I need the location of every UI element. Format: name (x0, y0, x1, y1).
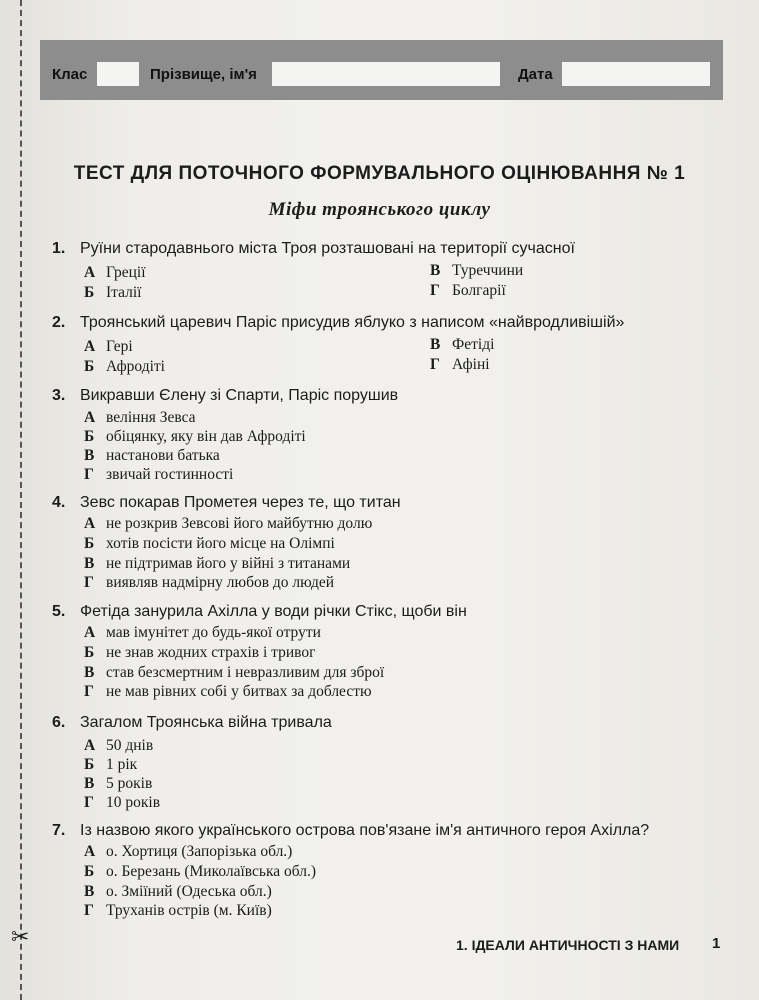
question-number: 1. (52, 240, 66, 257)
date-field[interactable] (562, 62, 710, 86)
option-v[interactable]: В Фетіді (430, 336, 495, 353)
option-v[interactable]: В о. Зміїний (Одеська обл.) (84, 883, 272, 900)
option-b[interactable]: Б Афродіті (84, 358, 165, 375)
option-v[interactable]: В не підтримав його у війні з титанами (84, 555, 351, 572)
question-number: 3. (52, 387, 66, 404)
name-label: Прізвище, ім'я (150, 66, 257, 83)
question-number: 6. (52, 714, 66, 731)
option-v[interactable]: В 5 років (84, 775, 153, 792)
option-b[interactable]: Б о. Березань (Миколаївська обл.) (84, 863, 317, 880)
scissors-icon: ✂ (11, 925, 30, 950)
question-text: Викравши Єлену зі Спарти, Паріс порушив (80, 387, 399, 404)
option-a[interactable]: А Греції (84, 264, 146, 281)
question-number: 2. (52, 314, 66, 331)
page-number: 1 (712, 935, 721, 952)
option-a[interactable]: А о. Хортиця (Запорізька обл.) (84, 843, 293, 860)
date-label: Дата (518, 66, 553, 83)
question-number: 4. (52, 494, 66, 511)
class-field[interactable] (97, 62, 139, 86)
option-b[interactable]: Б Італії (84, 284, 142, 301)
class-label: Клас (52, 66, 88, 83)
option-g[interactable]: Г Труханів острів (м. Київ) (84, 902, 272, 919)
test-subtitle: Міфи троянського циклу (268, 199, 491, 220)
option-b[interactable]: Б обіцянку, яку він дав Афродіті (84, 428, 306, 445)
test-title: ТЕСТ ДЛЯ ПОТОЧНОГО ФОРМУВАЛЬНОГО ОЦІНЮВАННЯ № 1 (73, 163, 686, 184)
option-a[interactable]: А веління Зевса (84, 409, 196, 426)
question-text: Троянський царевич Паріс присудив яблуко з написом «найвродливішій» (80, 314, 625, 331)
option-a[interactable]: А 50 днів (84, 737, 154, 754)
option-g[interactable]: Г Болгарії (430, 282, 506, 299)
option-g[interactable]: Г 10 років (84, 794, 161, 811)
question-text: Із назвою якого українського острова пов'язане ім'я античного героя Ахілла? (80, 822, 650, 839)
question-text: Загалом Троянська війна тривала (80, 714, 332, 731)
question-text: Руїни стародавнього міста Троя розташовані на території сучасної (80, 240, 575, 257)
option-b[interactable]: Б не знав жодних страхів і тривог (84, 644, 316, 661)
option-b[interactable]: Б хотів посісти його місце на Олімпі (84, 535, 335, 552)
option-g[interactable]: Г Афіні (430, 356, 490, 373)
option-v[interactable]: В Туреччини (430, 262, 524, 279)
option-a[interactable]: А не розкрив Зевсові його майбутню долю (84, 515, 373, 532)
option-b[interactable]: Б 1 рік (84, 756, 138, 773)
question-text: Фетіда занурила Ахілла у води річки Стікс, щоби він (80, 603, 467, 620)
question-number: 5. (52, 603, 66, 620)
option-g[interactable]: Г звичай гостинності (84, 466, 234, 483)
section-footer: 1. ІДЕАЛИ АНТИЧНОСТІ З НАМИ (456, 937, 680, 953)
question-text: Зевс покарав Прометея через те, що титан (80, 494, 401, 511)
option-a[interactable]: А мав імунітет до будь-якої отрути (84, 624, 321, 641)
option-v[interactable]: В став безсмертним і невразливим для зброї (84, 664, 385, 681)
cut-line (20, 0, 22, 1000)
option-a[interactable]: А Гері (84, 338, 133, 355)
option-g[interactable]: Г не мав рівних собі у битвах за доблестю (84, 683, 372, 700)
question-number: 7. (52, 822, 66, 839)
name-field[interactable] (272, 62, 500, 86)
option-v[interactable]: В настанови батька (84, 447, 220, 464)
student-info-bar (40, 40, 723, 100)
option-g[interactable]: Г виявляв надмірну любов до людей (84, 574, 335, 591)
